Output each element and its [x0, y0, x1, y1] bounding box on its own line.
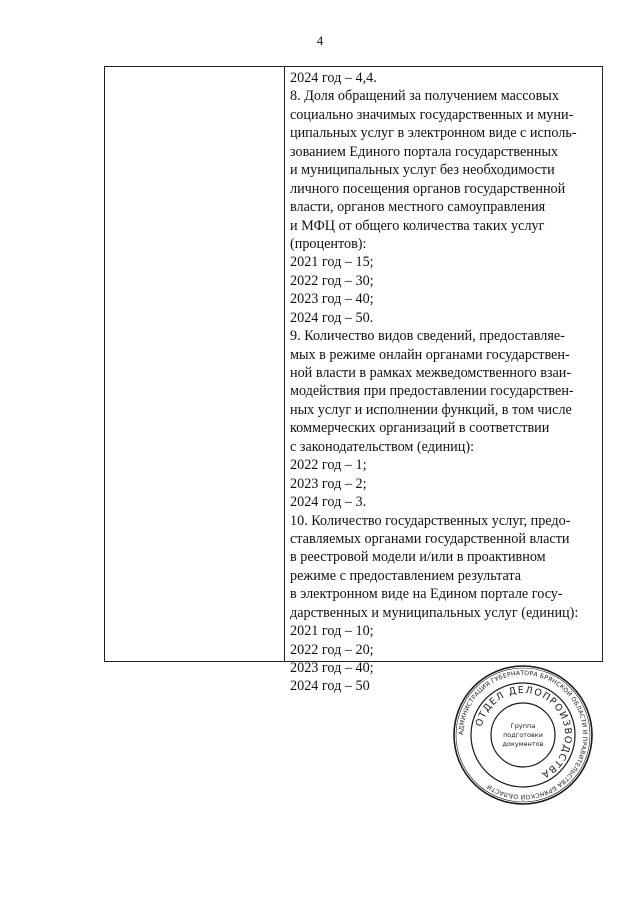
text-line: власти, органов местного самоуправления [290, 199, 546, 216]
seal-graphic [452, 664, 594, 806]
text-line: и муниципальных услуг без необходимости [290, 162, 555, 179]
text-line: 2023 год – 2; [290, 475, 367, 492]
document-table [104, 66, 603, 695]
table-right-cell [285, 67, 602, 695]
text-line: 10. Количество государственных услуг, предо- [290, 512, 571, 529]
seal-center-line1: Группа [510, 722, 536, 730]
text-line: ставляемых органами государственной власти [290, 530, 570, 547]
official-seal-stamp [452, 664, 594, 806]
text-line: (процентов): [290, 235, 367, 252]
text-line: и МФЦ от общего количества таких услуг [290, 217, 545, 234]
text-line: в электронном виде на Едином портале госу- [290, 586, 563, 603]
table-left-cell [105, 67, 285, 661]
text-line: 2024 год – 50 [290, 678, 370, 695]
text-line: 2022 год – 20; [290, 641, 374, 658]
text-line: 2021 год – 15; [290, 254, 374, 271]
text-line: 2021 год – 10; [290, 623, 374, 640]
text-line: мых в режиме онлайн органами государствен- [290, 346, 570, 363]
text-line: 2023 год – 40; [290, 291, 374, 308]
text-line: 2022 год – 1; [290, 457, 367, 474]
page-number: 4 [316, 33, 324, 48]
text-line: зованием Единого портала государственных [290, 143, 559, 160]
seal-outer-text: АДМИНИСТРАЦИЯ ГУБЕРНАТОРА БРЯНСКОЙ ОБЛАСТИ И ПРАВИТЕЛЬСТВА БРЯНСКОЙ ОБЛАСТИ [457, 669, 589, 801]
seal-center-line2: подготовки [503, 731, 543, 739]
text-line: модействия при предоставлении государствен- [290, 383, 574, 400]
seal-center-line3: документов [502, 740, 544, 748]
text-line: социально значимых государственных и муни- [290, 106, 574, 123]
text-line: 9. Количество видов сведений, предоставляе- [290, 328, 565, 345]
text-line: ных услуг и исполнении функций, в том числе [290, 401, 572, 418]
seal-inner-text: ОТДЕЛ ДЕЛОПРОИЗВОДСТВА [473, 684, 574, 781]
text-line: 2024 год – 3. [290, 494, 367, 511]
text-line: личного посещения органов государственной [290, 180, 566, 197]
text-line: режиме с предоставлением результата [290, 567, 522, 584]
text-line: в реестровой модели и/или в проактивном [290, 549, 546, 566]
text-line: дарственных и муниципальных услуг (единиц): [290, 604, 579, 621]
text-line: коммерческих организаций в соответствии [290, 420, 550, 437]
text-line: с законодательством (единиц): [290, 438, 475, 455]
text-line: 8. Доля обращений за получением массовых [290, 88, 559, 105]
text-line: 2024 год – 50. [290, 309, 374, 326]
text-line: ной власти в рамках межведомственного взаи- [290, 365, 572, 381]
text-line: 2024 год – 4,4. [290, 70, 377, 86]
text-line: 2023 год – 40; [290, 660, 374, 676]
text-line: 2022 год – 30; [290, 272, 374, 289]
text-line: ципальных услуг в электронном виде с исполь- [290, 125, 577, 142]
